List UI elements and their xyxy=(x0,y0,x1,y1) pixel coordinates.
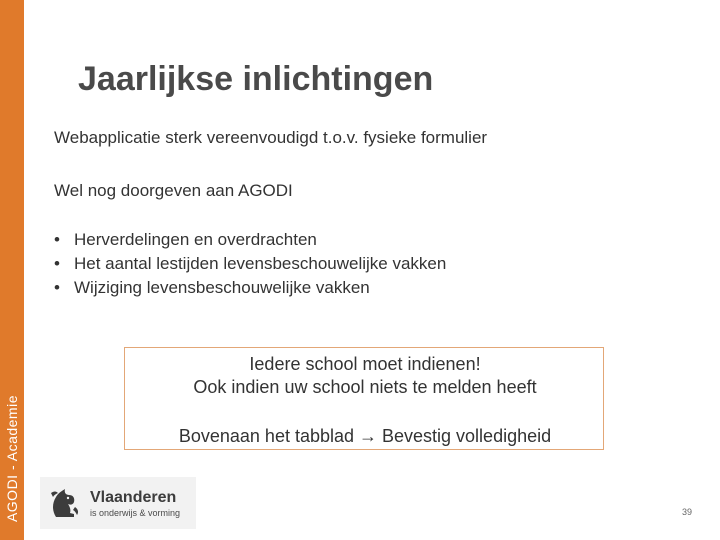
bullet-text: Wijziging levensbeschouwelijke vakken xyxy=(74,278,370,297)
logo-subtitle: is onderwijs & vorming xyxy=(90,508,181,518)
flemish-lion-icon xyxy=(46,483,84,523)
bullet-text: Het aantal lestijden levensbeschouwelijke vakken xyxy=(74,254,447,273)
logo-name: Vlaanderen xyxy=(90,489,177,506)
vlaanderen-logo xyxy=(40,477,196,529)
bullet-item xyxy=(54,228,446,252)
sidebar-label-wrap xyxy=(1,192,23,522)
bullet-dot: • xyxy=(54,278,60,297)
bullet-dot: • xyxy=(54,230,60,249)
bullet-dot: • xyxy=(54,254,60,273)
bullet-text: Herverdelingen en overdrachten xyxy=(74,230,317,249)
bullet-item xyxy=(54,276,446,300)
page-number: 39 xyxy=(682,507,693,517)
notice-box xyxy=(124,347,604,450)
notice-line-3: Bovenaan het tabblad → Bevestig volledigheid xyxy=(178,426,552,446)
intro-line: Webapplicatie sterk vereenvoudigd t.o.v. fysieke formulier xyxy=(54,128,488,147)
agodi-line: Wel nog doorgeven aan AGODI xyxy=(54,181,293,200)
notice-line-2: Ook indien uw school niets te melden heeft xyxy=(193,377,537,397)
notice-line-1: Iedere school moet indienen! xyxy=(249,354,481,374)
bullet-item xyxy=(54,252,446,276)
bullet-list xyxy=(54,228,446,300)
sidebar-label: AGODI - Academie xyxy=(4,394,20,522)
sidebar-band xyxy=(0,0,24,540)
slide-title: Jaarlijkse inlichtingen xyxy=(78,60,434,98)
